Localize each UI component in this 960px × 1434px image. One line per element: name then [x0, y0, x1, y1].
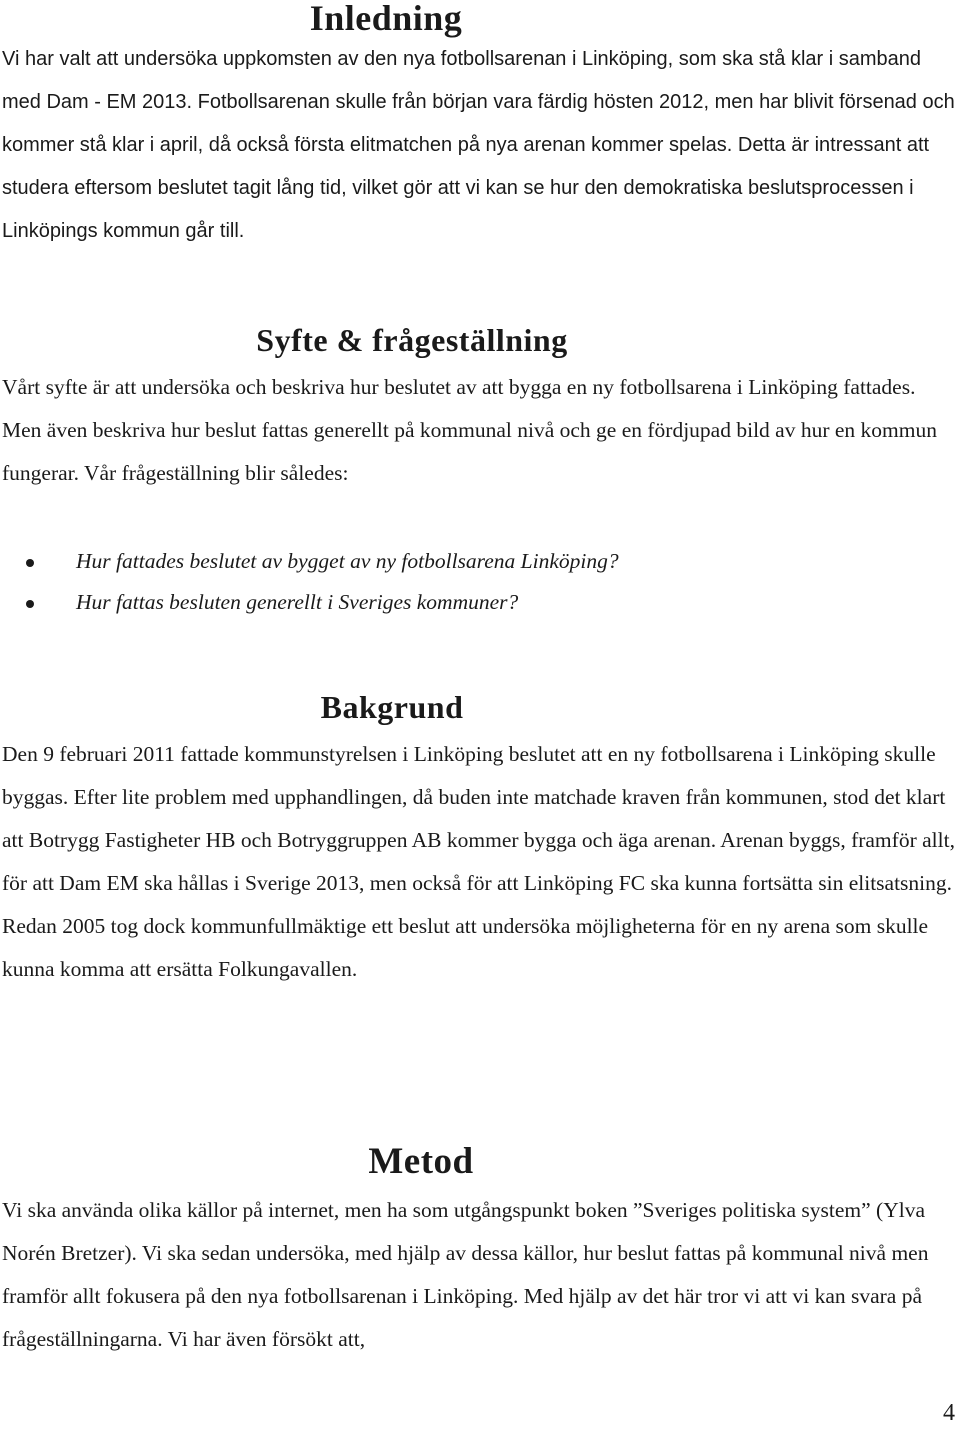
paragraph-inledning: Vi har valt att undersöka uppkomsten av den nya fotbollsarenan i Linköping, som ska stå klar i samband med Dam - EM 2013. Fotbollsarenan skulle från början vara färdig hösten 2012, men har blivit försenad och kommer stå klar i april, då också första elitmatchen på nya arenan kommer spelas. Detta är intressant att studera eftersom beslutet tagit lång tid, vilket gör att vi kan se hur den demokratiska beslutsprocessen i Linköpings kommun går till. [2, 48, 955, 242]
paragraph-metod: Vi ska använda olika källor på internet, men ha som utgångspunkt boken ”Sveriges politiska system” (Ylva Norén Bretzer). Vi ska sedan undersöka, med hjälp av dessa källor, hur beslut fattas på kommunal nivå men framför allt fokusera på den nya fotbollsarenan i Linköping. Med hjälp av det här tror vi att vi kan svara på frågeställningarna. Vi har även försökt att, [2, 1198, 929, 1351]
heading-metod: Metod [368, 1141, 474, 1182]
heading-bakgrund: Bakgrund [320, 689, 464, 725]
paragraph-bakgrund: Den 9 februari 2011 fattade kommunstyrelsen i Linköping beslutet att en ny fotbollsarena i Linköping skulle byggas. Efter lite problem med upphandlingen, då buden inte matchade kraven från kommunen, stod det klart att Botrygg Fastigheter HB och Botryggruppen AB kommer bygga och äga arenan. Arenan byggs, framför allt, för att Dam EM ska hållas i Sverige 2013, men också för att Linköping FC ska kunna fortsätta sin elitsatsning. Redan 2005 tog dock kommunfullmäktige ett beslut att undersöka möjligheterna för en ny arena som skulle kunna komma att ersätta Folkungavallen. [2, 742, 955, 981]
heading-inledning: Inledning [309, 0, 463, 38]
page-number: 4 [943, 1400, 955, 1426]
paragraph-syfte: Vårt syfte är att undersöka och beskriva hur beslutet av att bygga en ny fotbollsarena i Linköping fattades. Men även beskriva hur beslut fattas generellt på kommunal nivå och ge en fördjupad bild av hur en kommun fungerar. Vår frågeställning blir således: [2, 375, 937, 485]
heading-syfte: Syfte & frågeställning [256, 322, 568, 358]
question-text: Hur fattades beslutet av bygget av ny fotbollsarena Linköping? [76, 549, 619, 573]
list-item [0, 582, 960, 623]
bullet-icon [26, 600, 34, 608]
question-list [0, 541, 960, 623]
list-item [0, 541, 960, 582]
bullet-icon [26, 559, 34, 567]
question-text: Hur fattas besluten generellt i Sveriges kommuner? [76, 590, 519, 614]
